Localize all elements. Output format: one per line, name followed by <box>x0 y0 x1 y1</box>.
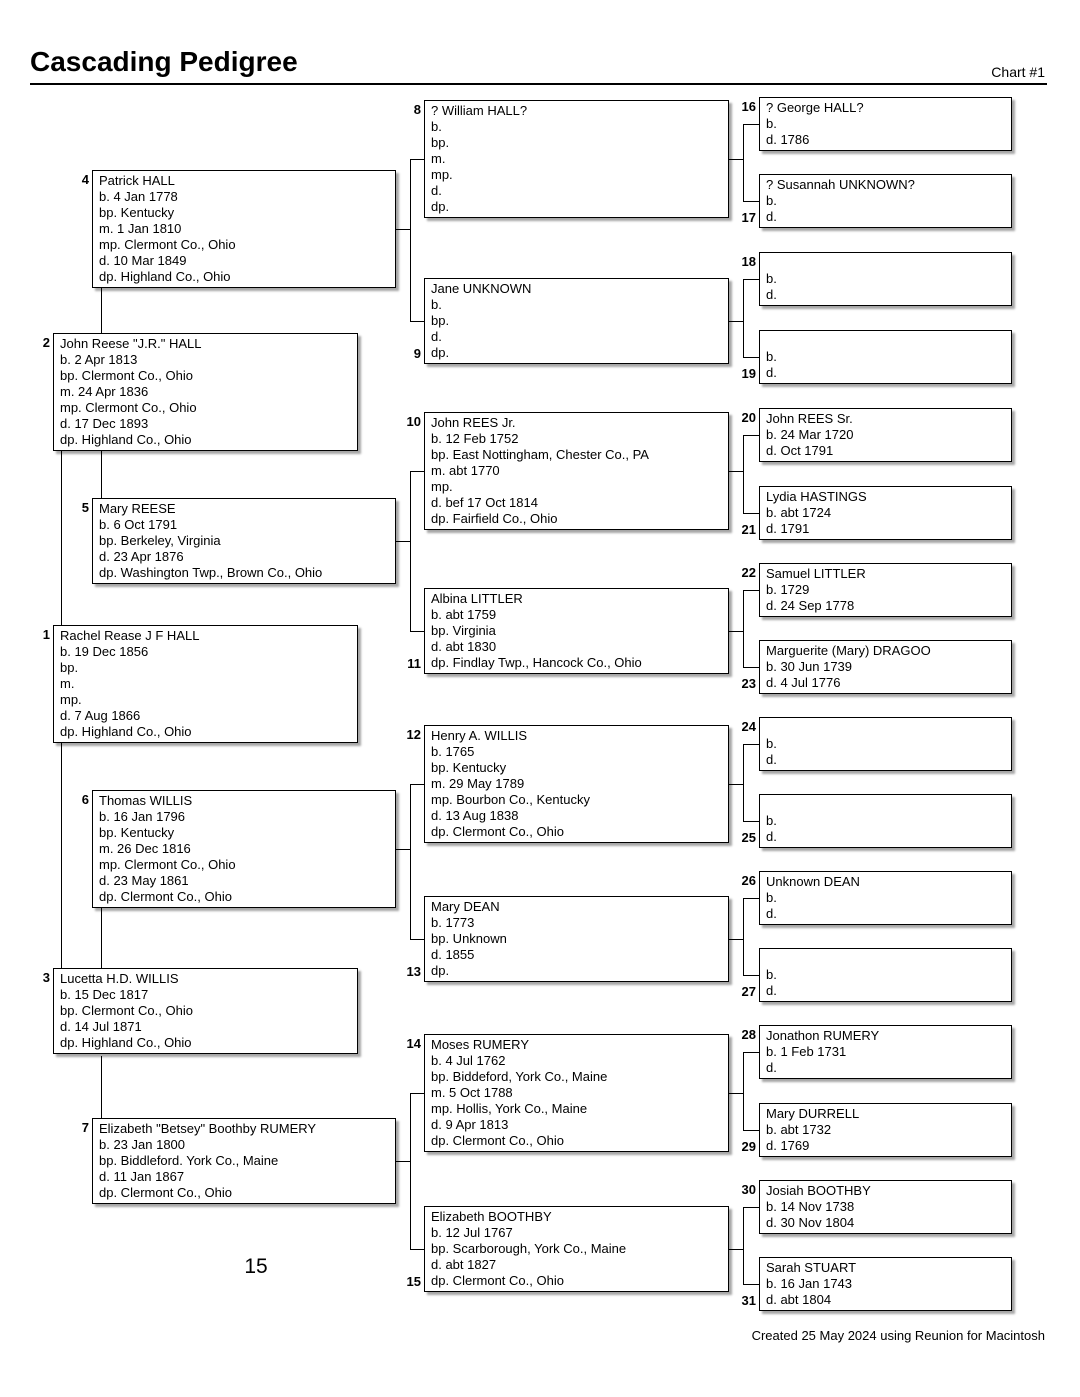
person-number-7: 7 <box>81 1120 89 1135</box>
person-box-7[interactable] <box>92 1118 396 1204</box>
person-field: mp. Clermont Co., Ohio <box>60 400 197 415</box>
person-box-2[interactable] <box>53 333 358 451</box>
connector-line <box>396 541 410 542</box>
person-field: bp. Virginia <box>431 623 496 638</box>
person-name: Marguerite (Mary) DRAGOO <box>766 643 931 658</box>
connector-line <box>410 1093 424 1094</box>
person-name: ? William HALL? <box>431 103 528 118</box>
person-name: Mary REESE <box>99 501 176 516</box>
person-field: bp. <box>431 313 450 328</box>
person-field: d. <box>766 983 777 998</box>
person-field: b. 15 Dec 1817 <box>60 987 149 1002</box>
person-field: dp. Clermont Co., Ohio <box>99 1185 232 1200</box>
person-box-8[interactable] <box>424 100 729 218</box>
person-name: Elizabeth BOOTHBY <box>431 1209 552 1224</box>
person-box-24[interactable] <box>759 717 1012 771</box>
connector-line <box>743 898 759 899</box>
person-box-19[interactable] <box>759 330 1012 384</box>
person-field: b. abt 1759 <box>431 607 497 622</box>
person-field: d. 24 Sep 1778 <box>766 598 855 613</box>
person-number-28: 28 <box>741 1027 756 1042</box>
connector-line <box>743 1052 744 1131</box>
person-field: b. abt 1732 <box>766 1122 832 1137</box>
person-field: b. abt 1724 <box>766 505 832 520</box>
connector-line <box>743 357 759 358</box>
person-name: John Reese "J.R." HALL <box>60 336 202 351</box>
person-field: b. 6 Oct 1791 <box>99 517 178 532</box>
person-name <box>766 333 1005 349</box>
person-field: d. 1786 <box>766 132 810 147</box>
person-field: d. 1769 <box>766 1138 810 1153</box>
person-field: dp. Clermont Co., Ohio <box>431 1273 564 1288</box>
person-name: ? Susannah UNKNOWN? <box>766 177 915 192</box>
person-number-19: 19 <box>741 366 756 381</box>
connector-line <box>729 1093 743 1094</box>
person-field: d. 7 Aug 1866 <box>60 708 141 723</box>
person-field: b. 1773 <box>431 915 475 930</box>
person-field: mp. <box>60 692 82 707</box>
connector-line <box>101 450 102 498</box>
connector-line <box>396 1161 410 1162</box>
person-field: mp. Bourbon Co., Kentucky <box>431 792 590 807</box>
person-field: bp. Scarborough, York Co., Maine <box>431 1241 627 1256</box>
person-name: Rachel Rease J F HALL <box>60 628 200 643</box>
person-box-11[interactable] <box>424 588 729 674</box>
person-field: bp. Kentucky <box>431 760 507 775</box>
person-number-15: 15 <box>406 1274 421 1289</box>
connector-line <box>743 1207 759 1208</box>
person-field: m. 5 Oct 1788 <box>431 1085 513 1100</box>
person-field: b. 16 Jan 1796 <box>99 809 186 824</box>
person-field: d. <box>431 329 442 344</box>
connector-line <box>743 744 744 822</box>
person-field: d. 1791 <box>766 521 810 536</box>
person-number-4: 4 <box>81 172 89 187</box>
person-field: dp. <box>431 963 450 978</box>
connector-line <box>743 590 759 591</box>
person-name: Henry A. WILLIS <box>431 728 528 743</box>
person-field: b. 23 Jan 1800 <box>99 1137 186 1152</box>
person-box-4[interactable] <box>92 170 396 288</box>
person-field: dp. Highland Co., Ohio <box>60 432 192 447</box>
person-field: bp. Berkeley, Virginia <box>99 533 221 548</box>
person-field: b. <box>766 116 777 131</box>
connector-line <box>61 450 62 625</box>
person-field: d. <box>766 906 777 921</box>
person-number-5: 5 <box>81 500 89 515</box>
person-name: Patrick HALL <box>99 173 175 188</box>
person-field: dp. Fairfield Co., Ohio <box>431 511 558 526</box>
person-field: d. 11 Jan 1867 <box>99 1169 185 1184</box>
person-box-16[interactable] <box>759 97 1012 151</box>
connector-line <box>410 471 411 632</box>
person-field: d. 4 Jul 1776 <box>766 675 841 690</box>
person-name: Mary DURRELL <box>766 1106 860 1121</box>
person-field: b. <box>766 193 777 208</box>
connector-line <box>101 287 102 333</box>
person-field: b. <box>431 297 442 312</box>
person-name <box>766 797 1005 813</box>
person-field: bp. Unknown <box>431 931 507 946</box>
connector-line <box>410 1249 424 1250</box>
person-field: d. <box>766 752 777 767</box>
person-field: d. <box>766 829 777 844</box>
person-name <box>766 951 1005 967</box>
connector-line <box>410 159 411 322</box>
person-number-6: 6 <box>81 792 89 807</box>
person-field: bp. Kentucky <box>99 825 175 840</box>
connector-line <box>743 667 759 668</box>
person-box-12[interactable] <box>424 725 729 843</box>
person-name: Elizabeth "Betsey" Boothby RUMERY <box>99 1121 317 1136</box>
connector-line <box>743 435 759 436</box>
connector-line <box>396 229 410 230</box>
person-name: Albina LITTLER <box>431 591 523 606</box>
person-field: b. 12 Jul 1767 <box>431 1225 513 1240</box>
connector-line <box>410 1093 411 1250</box>
connector-line <box>743 1130 759 1131</box>
person-number-2: 2 <box>42 335 50 350</box>
person-field: d. 17 Dec 1893 <box>60 416 149 431</box>
person-name: Mary DEAN <box>431 899 500 914</box>
person-field: d. 23 Apr 1876 <box>99 549 184 564</box>
footer-credit: Created 25 May 2024 using Reunion for Macintosh <box>751 1328 1045 1343</box>
person-field: m. <box>60 676 75 691</box>
person-number-24: 24 <box>741 719 756 734</box>
person-box-10[interactable] <box>424 412 729 530</box>
person-field: dp. Clermont Co., Ohio <box>99 889 232 904</box>
person-name: Jonathon RUMERY <box>766 1028 880 1043</box>
person-field: d. <box>766 287 777 302</box>
connector-line <box>743 124 744 202</box>
connector-line <box>410 784 411 940</box>
connector-line <box>101 907 102 968</box>
person-field: b. <box>766 349 777 364</box>
header-rule <box>30 83 1047 85</box>
person-field: b. 16 Jan 1743 <box>766 1276 853 1291</box>
person-box-14[interactable] <box>424 1034 729 1152</box>
person-field: d. abt 1804 <box>766 1292 832 1307</box>
person-name: Sarah STUART <box>766 1260 857 1275</box>
connector-line <box>410 159 424 160</box>
connector-line <box>743 1052 759 1053</box>
person-field: bp. East Nottingham, Chester Co., PA <box>431 447 649 462</box>
person-field: d. <box>766 1060 777 1075</box>
person-box-31[interactable] <box>759 1257 1012 1311</box>
person-field: d. abt 1830 <box>431 639 497 654</box>
person-number-25: 25 <box>741 830 756 845</box>
person-box-6[interactable] <box>92 790 396 908</box>
connector-line <box>729 471 743 472</box>
person-field: bp. Clermont Co., Ohio <box>60 1003 193 1018</box>
person-field: d. 14 Jul 1871 <box>60 1019 142 1034</box>
person-field: mp. <box>431 167 453 182</box>
person-name: Lucetta H.D. WILLIS <box>60 971 179 986</box>
person-box-21[interactable] <box>759 486 1012 540</box>
connector-line <box>743 279 744 358</box>
person-field: d. 30 Nov 1804 <box>766 1215 855 1230</box>
person-field: d. bef 17 Oct 1814 <box>431 495 538 510</box>
person-field: d. 1855 <box>431 947 475 962</box>
person-box-5[interactable] <box>92 498 396 584</box>
person-box-22[interactable] <box>759 563 1012 617</box>
person-field: d. Oct 1791 <box>766 443 834 458</box>
connector-line <box>61 743 62 968</box>
connector-line <box>410 321 424 322</box>
person-field: d. <box>766 365 777 380</box>
chart-number-label: Chart #1 <box>991 64 1045 80</box>
person-number-13: 13 <box>406 964 421 979</box>
person-field: d. <box>766 209 777 224</box>
connector-line <box>743 975 759 976</box>
person-box-30[interactable] <box>759 1180 1012 1234</box>
person-number-11: 11 <box>407 656 421 671</box>
connector-line <box>729 939 743 940</box>
person-box-13[interactable] <box>424 896 729 982</box>
person-field: b. <box>766 813 777 828</box>
person-field: b. <box>766 967 777 982</box>
person-field: b. 12 Feb 1752 <box>431 431 519 446</box>
connector-line <box>729 1249 743 1250</box>
person-field: d. <box>431 183 442 198</box>
person-name: Jane UNKNOWN <box>431 281 532 296</box>
connector-line <box>729 159 743 160</box>
person-field: b. 1 Feb 1731 <box>766 1044 847 1059</box>
person-field: d. 13 Aug 1838 <box>431 808 519 823</box>
person-field: b. 2 Apr 1813 <box>60 352 138 367</box>
person-box-15[interactable] <box>424 1206 729 1292</box>
person-number-18: 18 <box>741 254 756 269</box>
person-field: b. 19 Dec 1856 <box>60 644 149 659</box>
person-name: Thomas WILLIS <box>99 793 193 808</box>
person-name: John REES Sr. <box>766 411 853 426</box>
person-field: bp. Biddeford, York Co., Maine <box>431 1069 608 1084</box>
person-number-21: 21 <box>741 522 756 537</box>
person-field: m. 29 May 1789 <box>431 776 525 791</box>
page-title: Cascading Pedigree <box>30 46 298 77</box>
connector-line <box>101 1056 102 1118</box>
connector-line <box>743 821 759 822</box>
person-box-17[interactable] <box>759 174 1012 228</box>
person-field: m. 1 Jan 1810 <box>99 221 182 236</box>
person-field: m. 26 Dec 1816 <box>99 841 191 856</box>
person-field: mp. <box>431 479 453 494</box>
person-number-8: 8 <box>413 102 421 117</box>
person-field: dp. <box>431 345 450 360</box>
person-field: b. <box>431 119 442 134</box>
person-field: b. 30 Jun 1739 <box>766 659 853 674</box>
person-number-26: 26 <box>741 873 756 888</box>
person-number-31: 31 <box>741 1293 756 1308</box>
person-field: d. 23 May 1861 <box>99 873 189 888</box>
person-field: b. 1765 <box>431 744 475 759</box>
person-number-3: 3 <box>42 970 50 985</box>
person-field: b. <box>766 736 777 751</box>
person-field: dp. Highland Co., Ohio <box>99 269 231 284</box>
person-field: bp. <box>60 660 79 675</box>
connector-line <box>743 124 759 125</box>
person-name: Josiah BOOTHBY <box>766 1183 871 1198</box>
person-field: mp. Clermont Co., Ohio <box>99 857 236 872</box>
person-field: m. 24 Apr 1836 <box>60 384 149 399</box>
person-field: b. <box>766 890 777 905</box>
person-box-3[interactable] <box>53 968 358 1054</box>
person-field: m. <box>431 151 446 166</box>
connector-line <box>729 784 743 785</box>
connector-line <box>729 631 743 632</box>
person-field: dp. Clermont Co., Ohio <box>431 824 564 839</box>
person-number-14: 14 <box>406 1036 421 1051</box>
connector-line <box>410 784 424 785</box>
connector-line <box>743 590 744 668</box>
person-field: b. 1729 <box>766 582 810 597</box>
person-name: Unknown DEAN <box>766 874 860 889</box>
connector-line <box>743 898 744 976</box>
person-field: m. abt 1770 <box>431 463 500 478</box>
person-field: d. abt 1827 <box>431 1257 497 1272</box>
person-box-25[interactable] <box>759 794 1012 848</box>
person-number-17: 17 <box>741 210 756 225</box>
person-name: Lydia HASTINGS <box>766 489 867 504</box>
person-field: dp. Clermont Co., Ohio <box>431 1133 564 1148</box>
person-number-20: 20 <box>741 410 756 425</box>
person-box-28[interactable] <box>759 1025 1012 1079</box>
page-number: 15 <box>244 1255 268 1278</box>
person-field: mp. Clermont Co., Ohio <box>99 237 236 252</box>
connector-line <box>743 744 759 745</box>
person-field: b. 4 Jul 1762 <box>431 1053 506 1068</box>
person-field: d. 10 Mar 1849 <box>99 253 187 268</box>
person-number-27: 27 <box>741 984 756 999</box>
person-name: Samuel LITTLER <box>766 566 866 581</box>
person-number-1: 1 <box>42 627 50 642</box>
person-number-23: 23 <box>741 676 756 691</box>
person-number-12: 12 <box>406 727 421 742</box>
person-field: b. <box>766 271 777 286</box>
person-field: bp. Biddleford. York Co., Maine <box>99 1153 279 1168</box>
person-name <box>766 720 1005 736</box>
person-box-26[interactable] <box>759 871 1012 925</box>
connector-line <box>743 435 744 514</box>
person-field: mp. Hollis, York Co., Maine <box>431 1101 588 1116</box>
connector-line <box>743 1284 759 1285</box>
person-field: dp. Highland Co., Ohio <box>60 1035 192 1050</box>
connector-line <box>410 939 424 940</box>
person-field: dp. Highland Co., Ohio <box>60 724 192 739</box>
person-name: ? George HALL? <box>766 100 864 115</box>
connector-line <box>743 279 759 280</box>
connector-line <box>410 631 424 632</box>
person-name <box>766 255 1005 271</box>
person-field: b. 24 Mar 1720 <box>766 427 854 442</box>
person-field: d. 9 Apr 1813 <box>431 1117 509 1132</box>
person-box-20[interactable] <box>759 408 1012 462</box>
person-field: b. 14 Nov 1738 <box>766 1199 855 1214</box>
connector-line <box>410 471 424 472</box>
connector-line <box>743 1207 744 1285</box>
connector-line <box>743 201 759 202</box>
person-field: bp. Clermont Co., Ohio <box>60 368 193 383</box>
person-name: John REES Jr. <box>431 415 516 430</box>
connector-line <box>729 321 743 322</box>
person-number-10: 10 <box>406 414 421 429</box>
person-number-22: 22 <box>741 565 756 580</box>
person-number-29: 29 <box>741 1139 756 1154</box>
person-box-29[interactable] <box>759 1103 1012 1157</box>
person-box-1[interactable] <box>53 625 358 743</box>
person-field: dp. <box>431 199 450 214</box>
person-field: dp. Findlay Twp., Hancock Co., Ohio <box>431 655 642 670</box>
person-number-16: 16 <box>741 99 756 114</box>
connector-line <box>396 849 410 850</box>
person-box-18[interactable] <box>759 252 1012 306</box>
person-field: bp. Kentucky <box>99 205 175 220</box>
connector-line <box>743 513 759 514</box>
person-field: bp. <box>431 135 450 150</box>
person-field: dp. Washington Twp., Brown Co., Ohio <box>99 565 323 580</box>
person-number-30: 30 <box>741 1182 756 1197</box>
person-box-27[interactable] <box>759 948 1012 1002</box>
person-box-9[interactable] <box>424 278 729 364</box>
person-box-23[interactable] <box>759 640 1012 694</box>
person-number-9: 9 <box>413 346 421 361</box>
person-name: Moses RUMERY <box>431 1037 530 1052</box>
person-field: b. 4 Jan 1778 <box>99 189 178 204</box>
